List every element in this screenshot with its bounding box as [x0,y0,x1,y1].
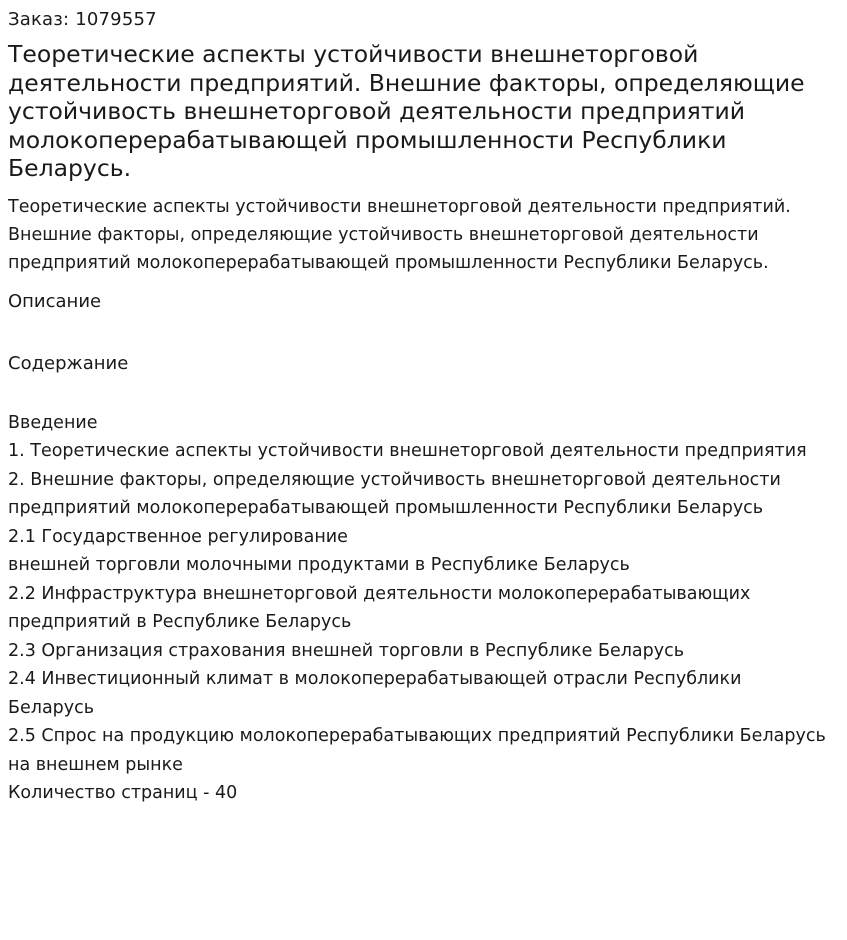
contents-heading: Содержание [8,352,129,374]
table-of-contents [8,409,830,808]
toc-item-2-1: 2.1 Государственное регулирование внешней торговли молочными продуктами в Республике Беларусь [8,526,630,576]
toc-item-1: 1. Теоретические аспекты устойчивости внешнеторговой деятельности предприятия [8,441,807,462]
toc-item-2-4: 2.4 Инвестиционный климат в молокоперерабатывающей отрасли Республики Беларусь [8,669,742,718]
order-number: Заказ: 1079557 [8,9,157,30]
toc-item-2-5: 2.5 Спрос на продукцию молокоперерабатывающих предприятий Республики Беларусь на внешнем рынке [8,726,826,775]
toc-item-intro: Введение [8,412,98,433]
toc-item-2: 2. Внешние факторы, определяющие устойчивость внешнеторговой деятельности предприятий молокоперерабатывающей промышленности Республики Беларусь [8,469,781,519]
page-count: Количество страниц - 40 [8,783,238,804]
summary-text: Теоретические аспекты устойчивости внешнеторговой деятельности предприятий. Внешние факторы, определяющие устойчивость внешнеторговой деятельности предприятий молокоперерабатывающей промышленности Республики Беларусь. [8,196,791,274]
toc-item-2-3: 2.3 Организация страхования внешней торговли в Республике Беларусь [8,640,685,661]
description-heading: Описание [8,290,102,312]
toc-item-2-2: 2.2 Инфраструктура внешнеторговой деятельности молокоперерабатывающих предприятий в Республике Беларусь [8,583,751,633]
page-title: Теоретические аспекты устойчивости внешнеторговой деятельности предприятий. Внешние факторы, определяющие устойчивость внешнеторговой деятельности предприятий молокоперерабатывающей промышленности Республики Беларусь. [8,40,805,182]
